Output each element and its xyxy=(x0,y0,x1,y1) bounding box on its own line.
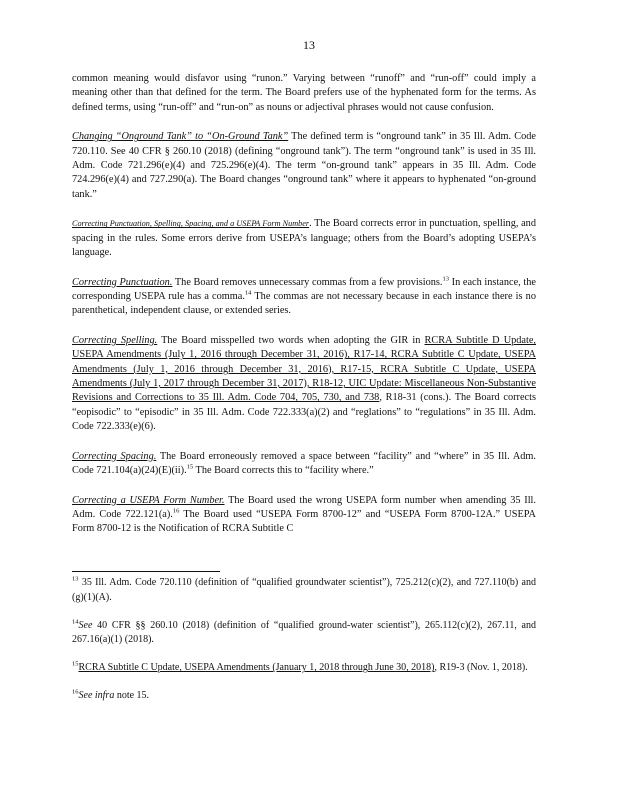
footnote-number: 15 xyxy=(72,660,79,668)
form-number-text-a: The Board used the wrong USEPA form number when amending 35 Ill. Adm. Code 722.121(a). xyxy=(72,494,536,521)
onground-tank-heading: Changing “Onground Tank” to “On-Ground Tank” xyxy=(72,131,289,143)
corrections-text: . The Board corrects error in punctuation, spelling, and spacing in the rules. Some errors derive from USEPA’s language; others from the Board’s adopting USEPA’s language. xyxy=(72,218,536,258)
corrections-paragraph xyxy=(72,217,536,260)
spacing-heading: Correcting Spacing. xyxy=(72,450,157,462)
footnote-signal: See infra xyxy=(78,689,115,701)
spelling-heading: Correcting Spelling. xyxy=(72,335,158,347)
footnote-text: , R19-3 (Nov. 1, 2018). xyxy=(434,662,528,674)
footnote-ref-16[interactable]: 16 xyxy=(172,507,180,515)
punctuation-text-b: In each instance, the corresponding USEPA rule has a comma. xyxy=(72,276,536,303)
onground-tank-paragraph xyxy=(72,130,536,201)
page-number: 13 xyxy=(303,38,315,52)
spelling-text-a: The Board misspelled two words when adopting the GIR in xyxy=(157,335,425,347)
document-body xyxy=(72,72,536,552)
footnote-text: 40 CFR §§ 260.10 (2018) (definition of “qualified ground-water scientist”), 265.112(c)(2), 267.11, and 267.16(a)(1) (2018). xyxy=(72,619,536,646)
spacing-text-a: The Board erroneously removed a space between “facility” and “where” in 35 Ill. Adm. Code 721.104(a)(24)(E)(ii). xyxy=(72,450,536,477)
footnote-ref-15[interactable]: 15 xyxy=(186,463,194,471)
punctuation-text-a: The Board removes unnecessary commas from a few provisions. xyxy=(172,276,443,288)
footnote-text: note 15. xyxy=(114,689,150,701)
intro-paragraph: common meaning would disfavor using “runon.” Varying between “runoff” and “run-off” could imply a meaning other than that defined for the term. The Board prefers use of the hyphenated form for the terms. As defined terms, using “run-off” and “run-on” as nouns or adjectival phrases would not cause confusion. xyxy=(72,73,536,113)
corrections-heading: Correcting Punctuation, Spelling, Spacing, and a USEPA Form Number xyxy=(72,219,310,229)
spacing-text-b: The Board corrects this to “facility where.” xyxy=(193,465,374,477)
punctuation-paragraph xyxy=(72,276,536,319)
footnote-number: 14 xyxy=(72,618,79,626)
footnote-ref-14[interactable]: 14 xyxy=(244,289,252,297)
spelling-paragraph xyxy=(72,334,536,434)
footnotes xyxy=(72,576,536,717)
footnote-separator xyxy=(72,571,220,572)
spelling-text-b: , R18-31 (cons.). The Board corrects “eopisodic” to “episodic” in 35 Ill. Adm. Code 722.333(a)(2) and “reglations” to “regulations” in 35 Ill. Adm. Code 722.333(e)(6). xyxy=(72,392,536,432)
punctuation-heading: Correcting Punctuation. xyxy=(72,276,173,288)
footnote-number: 13 xyxy=(72,575,79,583)
footnote-number: 16 xyxy=(72,688,79,696)
spacing-paragraph xyxy=(72,450,536,479)
footnote-ref-13[interactable]: 13 xyxy=(442,275,449,283)
footnote-13 xyxy=(72,576,536,606)
footnote-15 xyxy=(72,661,536,676)
spelling-case-reference: RCRA Subtitle D Update, USEPA Amendments (July 1, 2016 through December 31, 2016), R17-14, RCRA Subtitle C Update, USEPA Amendments (July 1, 2016 through December 31, 2016), R17-15, RCRA Subtitle C Update, USEPA Amendments (July 1, 2017 through December 31, 2017), R18-12, UIC Update: Miscellaneous Non-Substantive Revisions and Corrections to 35 Ill. Adm. Code 704, 705, 730, and 738 xyxy=(72,335,536,404)
form-number-text-b: The Board used “USEPA Form 8700-12” and “USEPA Form 8700-12A.” USEPA Form 8700-12 is the Notification of RCRA Subtitle C xyxy=(72,509,536,535)
punctuation-text-c: The commas are not necessary because in each instance there is no parenthetical, independent clause, or extended series. xyxy=(72,291,536,317)
form-number-paragraph xyxy=(72,494,536,537)
footnote-14 xyxy=(72,619,536,649)
form-number-heading: Correcting a USEPA Form Number. xyxy=(72,494,225,506)
footnote-case-reference: RCRA Subtitle C Update, USEPA Amendments (January 1, 2018 through June 30, 2018) xyxy=(78,662,435,674)
footnote-16 xyxy=(72,689,536,704)
footnote-text: 35 Ill. Adm. Code 720.110 (definition of “qualified groundwater scientist”), 725.212(c)(2), and 727.110(b) and (g)(1)(A). xyxy=(72,577,536,603)
footnote-signal: See xyxy=(78,619,93,631)
onground-tank-text: The defined term is “onground tank” in 35 Ill. Adm. Code 720.110. See 40 CFR § 260.10 (2018) (defining “onground tank”). The term “onground tank” is used in 35 Ill. Adm. Code 721.296(e)(4) and 725.296(e)(4). The term “on-ground tank” appears in 35 Ill. Adm. Code 724.296(e)(4) and 727.290(a). The Board changes “onground tank” where it appears to hyphenated “on-ground tank.” xyxy=(72,131,536,200)
